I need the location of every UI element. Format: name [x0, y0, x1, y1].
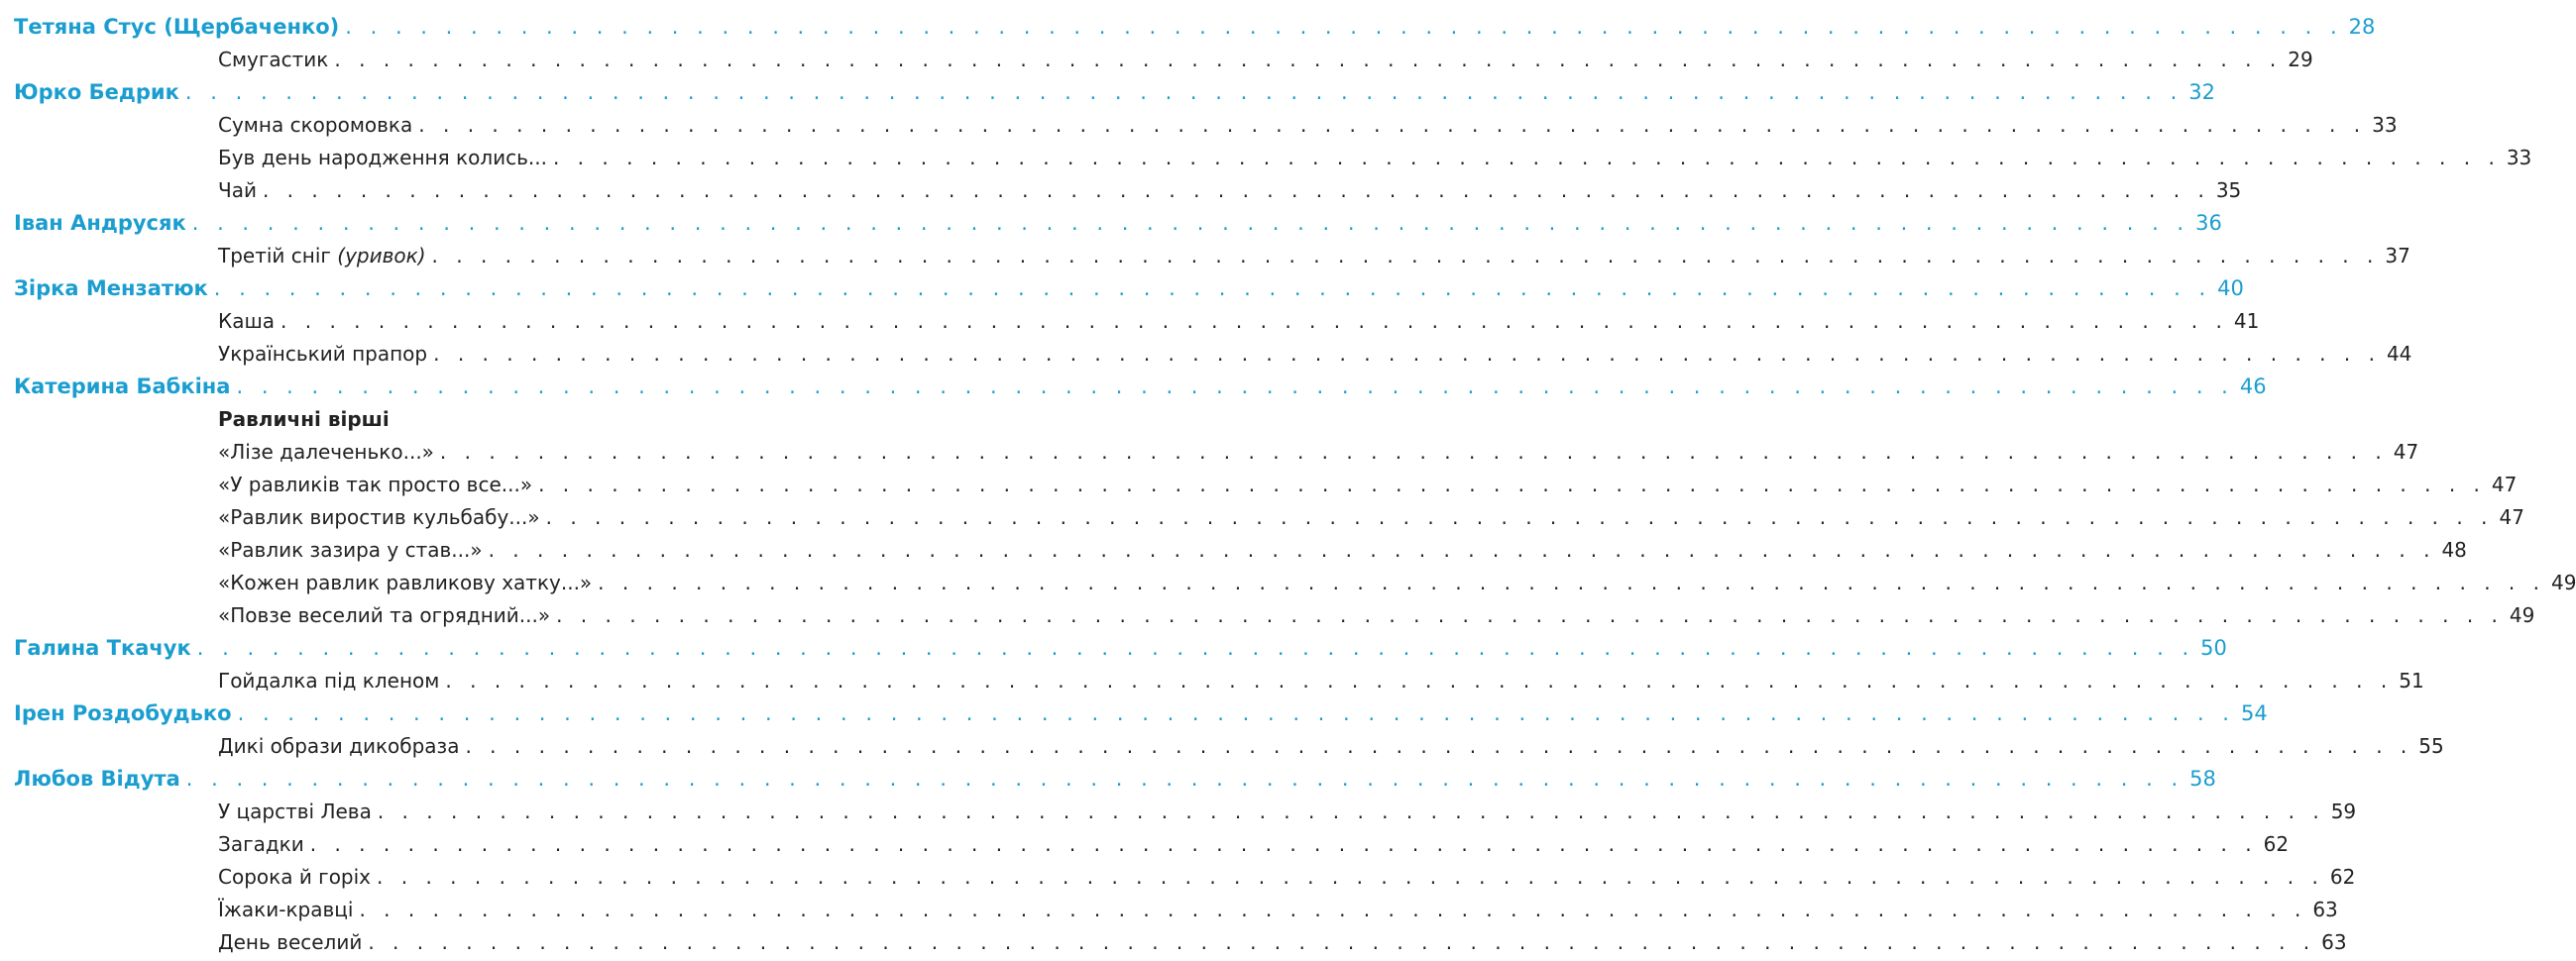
dot-leader: . . . . . . . . . . . . . . . . . . . . . . . . . . . . . . . . . . . . . . . . . . . . . . . . . . . . . . . . . . . . . . . . . . . . . . . . . . . . . . . .	[185, 767, 2184, 791]
work-title: Третій сніг	[218, 244, 331, 267]
page-number: 33	[2372, 113, 2398, 137]
dot-leader: . . . . . . . . . . . . . . . . . . . . . . . . . . . . . . . . . . . . . . . . . . . . . . . . . . . . . . . . . . . . . . . . . . . . . . . . . . . . . . . .	[191, 211, 2190, 235]
dot-leader: . . . . . . . . . . . . . . . . . . . . . . . . . . . . . . . . . . . . . . . . . . . . . . . . . . . . . . . . . . . . . . . . . . . . . . . . . . . . . . . .	[552, 146, 2501, 169]
page-number: 47	[2491, 473, 2518, 496]
dot-leader: . . . . . . . . . . . . . . . . . . . . . . . . . . . . . . . . . . . . . . . . . . . . . . . . . . . . . . . . . . . . . . . . . . . . . . . . . . . . . . . .	[184, 80, 2184, 104]
page-number: 62	[2263, 832, 2290, 856]
toc-work-row	[218, 337, 2412, 371]
dot-leader: . . . . . . . . . . . . . . . . . . . . . . . . . . . . . . . . . . . . . . . . . . . . . . . . . . . . . . . . . . . . . . . . . . . . . . . . . . . . . . . .	[334, 48, 2283, 71]
dot-leader: . . . . . . . . . . . . . . . . . . . . . . . . . . . . . . . . . . . . . . . . . . . . . . . . . . . . . . . . . . . . . . . . . . . . . . . . . . . . . . . .	[359, 898, 2307, 921]
page-number: 29	[2288, 48, 2313, 71]
work-title: Равличні вірші	[218, 407, 390, 431]
toc-work-row	[218, 598, 2535, 632]
author-name: Іван Андрусяк	[14, 211, 186, 235]
toc-work-row	[218, 533, 2467, 567]
work-title: Сумна скоромовка	[218, 113, 413, 137]
toc-author-row	[14, 271, 2244, 305]
page-number: 63	[2321, 930, 2347, 954]
toc-work-row	[218, 729, 2444, 763]
dot-leader: . . . . . . . . . . . . . . . . . . . . . . . . . . . . . . . . . . . . . . . . . . . . . . . . . . . . . . . . . . . . . . . . . . . . . . . . . . . . . . . .	[377, 865, 2324, 889]
work-title: Був день народження колись...	[218, 146, 547, 169]
work-title: Сорока й горіх	[218, 865, 372, 889]
dot-leader: . . . . . . . . . . . . . . . . . . . . . . . . . . . . . . . . . . . . . . . . . . . . . . . . . . . . . . . . . . . . . . . . . . . . . . . . . . . . . . . .	[368, 930, 2316, 954]
page-number: 54	[2240, 701, 2268, 725]
page-number: 47	[2393, 440, 2419, 464]
work-title: У царстві Лева	[218, 800, 372, 823]
work-title: «Равлик виростив кульбабу...»	[218, 505, 540, 529]
work-title: Дикі образи дикобраза	[218, 734, 460, 758]
toc-work-row	[218, 664, 2424, 697]
toc-work-row	[218, 141, 2532, 174]
page-number: 49	[2551, 571, 2576, 594]
page-number: 40	[2217, 276, 2244, 300]
author-name: Тетяна Стус (Щербаченко)	[14, 15, 340, 39]
toc-author-row	[14, 762, 2216, 796]
work-title: Їжаки-кравці	[218, 898, 354, 921]
toc-section-heading	[218, 402, 390, 436]
author-name: Зірка Мензатюк	[14, 276, 208, 300]
dot-leader: . . . . . . . . . . . . . . . . . . . . . . . . . . . . . . . . . . . . . . . . . . . . . . . . . . . . . . . . . . . . . . . . . . . . . . . . . . . . . . . .	[213, 276, 2212, 300]
page-number: 55	[2418, 734, 2444, 758]
dot-leader: . . . . . . . . . . . . . . . . . . . . . . . . . . . . . . . . . . . . . . . . . . . . . . . . . . . . . . . . . . . . . . . . . . . . . . . . . . . . . . . .	[445, 669, 2394, 693]
author-name: Любов Відута	[14, 767, 180, 791]
toc-author-row	[14, 75, 2215, 109]
author-name: Ірен Роздобудько	[14, 701, 232, 725]
page-number: 33	[2506, 146, 2532, 169]
dot-leader: . . . . . . . . . . . . . . . . . . . . . . . . . . . . . . . . . . . . . . . . . . . . . . . . . . . . . . . . . . . . . . . . . . . . . . . . . . . . . . . .	[431, 244, 2380, 267]
work-title: Загадки	[218, 832, 304, 856]
page-number: 35	[2215, 178, 2242, 202]
toc-work-row	[218, 468, 2518, 501]
toc-author-row	[14, 696, 2268, 730]
toc-author-row	[14, 631, 2227, 665]
toc-work-row	[218, 795, 2357, 828]
author-name: Галина Ткачук	[14, 636, 191, 660]
toc-work-row	[218, 239, 2410, 272]
toc-work-row	[218, 925, 2347, 959]
work-title: День веселий	[218, 930, 363, 954]
dot-leader: . . . . . . . . . . . . . . . . . . . . . . . . . . . . . . . . . . . . . . . . . . . . . . . . . . . . . . . . . . . . . . . . . . . . . . . . . . . . . . . .	[598, 571, 2546, 594]
dot-leader: . . . . . . . . . . . . . . . . . . . . . . . . . . . . . . . . . . . . . . . . . . . . . . . . . . . . . . . . . . . . . . . . . . . . . . . . . . . . . . . .	[439, 440, 2388, 464]
dot-leader: . . . . . . . . . . . . . . . . . . . . . . . . . . . . . . . . . . . . . . . . . . . . . . . . . . . . . . . . . . . . . . . . . . . . . . . . . . . . . . . .	[433, 342, 2381, 366]
dot-leader: . . . . . . . . . . . . . . . . . . . . . . . . . . . . . . . . . . . . . . . . . . . . . . . . . . . . . . . . . . . . . . . . . . . . . . . . . . . . . . . .	[377, 800, 2325, 823]
dot-leader: . . . . . . . . . . . . . . . . . . . . . . . . . . . . . . . . . . . . . . . . . . . . . . . . . . . . . . . . . . . . . . . . . . . . . . . . . . . . . . . .	[538, 473, 2486, 496]
toc-author-row	[14, 206, 2222, 240]
dot-leader: . . . . . . . . . . . . . . . . . . . . . . . . . . . . . . . . . . . . . . . . . . . . . . . . . . . . . . . . . . . . . . . . . . . . . . . . . . . . . . . .	[309, 832, 2258, 856]
page-number: 41	[2233, 309, 2260, 333]
author-name: Юрко Бедрик	[14, 80, 179, 104]
dot-leader: . . . . . . . . . . . . . . . . . . . . . . . . . . . . . . . . . . . . . . . . . . . . . . . . . . . . . . . . . . . . . . . . . . . . . . . . . . . . . . . .	[418, 113, 2367, 137]
work-title: «Лізе далеченько...»	[218, 440, 434, 464]
page-number: 49	[2509, 603, 2535, 627]
page-number: 37	[2385, 244, 2410, 267]
dot-leader: . . . . . . . . . . . . . . . . . . . . . . . . . . . . . . . . . . . . . . . . . . . . . . . . . . . . . . . . . . . . . . . . . . . . . . . . . . . . . . . .	[488, 538, 2436, 562]
work-title: Український прапор	[218, 342, 428, 366]
dot-leader: . . . . . . . . . . . . . . . . . . . . . . . . . . . . . . . . . . . . . . . . . . . . . . . . . . . . . . . . . . . . . . . . . . . . . . . . . . . . . . . .	[237, 701, 2235, 725]
page-number: 28	[2348, 15, 2376, 39]
page-number: 32	[2188, 80, 2215, 104]
page-number: 48	[2441, 538, 2467, 562]
dot-leader: . . . . . . . . . . . . . . . . . . . . . . . . . . . . . . . . . . . . . . . . . . . . . . . . . . . . . . . . . . . . . . . . . . . . . . . . . . . . . . . .	[345, 15, 2343, 39]
work-title: Гойдалка під кленом	[218, 669, 440, 693]
work-title: Смугастик	[218, 48, 329, 71]
toc-work-row	[218, 827, 2290, 861]
toc-work-row	[218, 43, 2313, 76]
page-number: 59	[2330, 800, 2357, 823]
page-number: 51	[2399, 669, 2424, 693]
page-number: 63	[2312, 898, 2338, 921]
work-title: «У равликів так просто все...»	[218, 473, 533, 496]
toc-work-row	[218, 435, 2419, 469]
dot-leader: . . . . . . . . . . . . . . . . . . . . . . . . . . . . . . . . . . . . . . . . . . . . . . . . . . . . . . . . . . . . . . . . . . . . . . . . . . . . . . . .	[465, 734, 2413, 758]
dot-leader: . . . . . . . . . . . . . . . . . . . . . . . . . . . . . . . . . . . . . . . . . . . . . . . . . . . . . . . . . . . . . . . . . . . . . . . . . . . . . . . .	[262, 178, 2210, 202]
page-number: 46	[2239, 374, 2267, 398]
dot-leader: . . . . . . . . . . . . . . . . . . . . . . . . . . . . . . . . . . . . . . . . . . . . . . . . . . . . . . . . . . . . . . . . . . . . . . . . . . . . . . . .	[280, 309, 2228, 333]
work-title: «Кожен равлик равликову хатку...»	[218, 571, 593, 594]
dot-leader: . . . . . . . . . . . . . . . . . . . . . . . . . . . . . . . . . . . . . . . . . . . . . . . . . . . . . . . . . . . . . . . . . . . . . . . . . . . . . . . .	[196, 636, 2195, 660]
dot-leader: . . . . . . . . . . . . . . . . . . . . . . . . . . . . . . . . . . . . . . . . . . . . . . . . . . . . . . . . . . . . . . . . . . . . . . . . . . . . . . . .	[236, 374, 2234, 398]
work-title: «Повзе веселий та огрядний...»	[218, 603, 551, 627]
toc-work-row	[218, 173, 2242, 207]
toc-work-row	[218, 860, 2356, 894]
toc-work-row	[218, 566, 2576, 599]
toc-author-row	[14, 10, 2376, 44]
toc-work-row	[218, 500, 2524, 534]
dot-leader: . . . . . . . . . . . . . . . . . . . . . . . . . . . . . . . . . . . . . . . . . . . . . . . . . . . . . . . . . . . . . . . . . . . . . . . . . . . . . . . .	[545, 505, 2494, 529]
dot-leader: . . . . . . . . . . . . . . . . . . . . . . . . . . . . . . . . . . . . . . . . . . . . . . . . . . . . . . . . . . . . . . . . . . . . . . . . . . . . . . . .	[556, 603, 2504, 627]
toc-author-row	[14, 370, 2267, 403]
page-number: 44	[2386, 342, 2412, 366]
page-number: 47	[2499, 505, 2524, 529]
page-number: 36	[2195, 211, 2222, 235]
page-number: 62	[2329, 865, 2356, 889]
toc-work-row	[218, 108, 2398, 142]
toc-work-row	[218, 893, 2338, 926]
work-title: Чай	[218, 178, 257, 202]
work-note: (уривок)	[337, 244, 426, 267]
work-title: Каша	[218, 309, 276, 333]
page-number: 58	[2189, 767, 2216, 791]
toc-work-row	[218, 304, 2260, 338]
work-title: «Равлик зазира у став...»	[218, 538, 483, 562]
page-number: 50	[2200, 636, 2227, 660]
author-name: Катерина Бабкіна	[14, 374, 231, 398]
